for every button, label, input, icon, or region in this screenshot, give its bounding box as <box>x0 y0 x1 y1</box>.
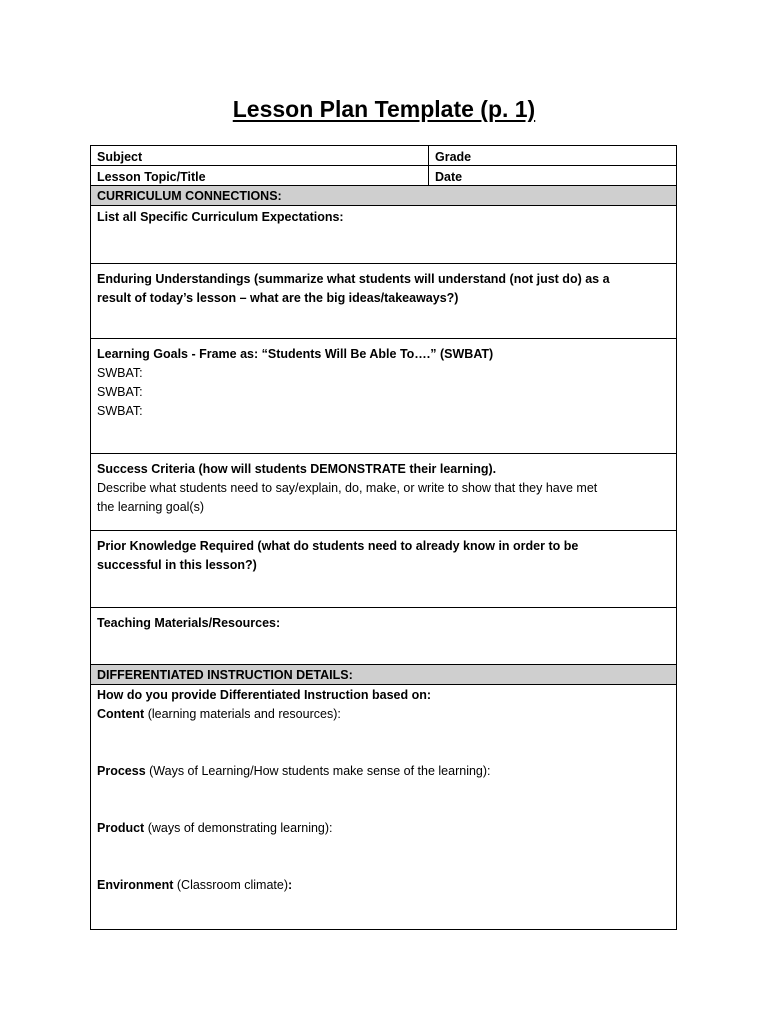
page-title: Lesson Plan Template (p. 1) <box>232 96 536 122</box>
subject-grade-row <box>91 146 676 166</box>
date-cell: Date <box>435 170 463 184</box>
enduring-understandings-section <box>91 264 676 339</box>
environment-line <box>97 876 670 895</box>
content-text: (learning materials and resources): <box>144 707 341 721</box>
lesson-plan-table <box>90 145 677 930</box>
product-answer-space <box>97 838 670 876</box>
prior-knowledge-section <box>91 531 676 608</box>
content-answer-space <box>97 724 670 762</box>
curriculum-expectations-section <box>91 206 676 264</box>
teaching-materials-label: Teaching Materials/Resources: <box>97 616 281 630</box>
enduring-line-1: Enduring Understandings (summarize what students will understand (not just do) as a <box>97 272 610 286</box>
learning-goals-heading: Learning Goals - Frame as: “Students Will Be Able To….” (SWBAT) <box>97 347 494 361</box>
success-criteria-heading: Success Criteria (how will students DEMONSTRATE their learning). <box>97 462 497 476</box>
product-text: (ways of demonstrating learning): <box>144 821 333 835</box>
curriculum-connections-heading: CURRICULUM CONNECTIONS: <box>91 186 676 206</box>
product-line <box>97 819 670 838</box>
swbat-line-3: SWBAT: <box>97 404 143 418</box>
environment-label: Environment <box>97 878 174 892</box>
expectations-label: List all Specific Curriculum Expectations: <box>97 210 344 224</box>
process-answer-space <box>97 781 670 819</box>
process-label: Process <box>97 764 146 778</box>
environment-colon: : <box>288 878 293 892</box>
learning-goals-section <box>91 339 676 454</box>
content-label: Content <box>97 707 145 721</box>
grade-cell: Grade <box>435 150 472 164</box>
prior-knowledge-line-2: successful in this lesson?) <box>97 558 257 572</box>
content-line <box>97 705 670 724</box>
swbat-line-2: SWBAT: <box>97 385 143 399</box>
enduring-line-2: result of today’s lesson – what are the big ideas/takeaways?) <box>97 291 459 305</box>
subject-cell: Subject <box>91 146 429 165</box>
topic-cell: Lesson Topic/Title <box>91 166 429 185</box>
swbat-line-1: SWBAT: <box>97 366 143 380</box>
prior-knowledge-line-1: Prior Knowledge Required (what do students need to already know in order to be <box>97 539 579 553</box>
differentiated-intro: How do you provide Differentiated Instruction based on: <box>97 688 432 702</box>
success-criteria-section <box>91 454 676 531</box>
differentiated-details-section <box>91 685 676 929</box>
teaching-materials-section <box>91 608 676 665</box>
differentiated-instruction-heading: DIFFERENTIATED INSTRUCTION DETAILS: <box>91 665 676 685</box>
success-criteria-line-1: Describe what students need to say/explain, do, make, or write to show that they have met <box>97 481 598 495</box>
product-label: Product <box>97 821 145 835</box>
process-line <box>97 762 670 781</box>
success-criteria-line-2: the learning goal(s) <box>97 500 205 514</box>
process-text: (Ways of Learning/How students make sense of the learning): <box>145 764 491 778</box>
topic-date-row <box>91 166 676 186</box>
environment-text: (Classroom climate) <box>173 878 289 892</box>
